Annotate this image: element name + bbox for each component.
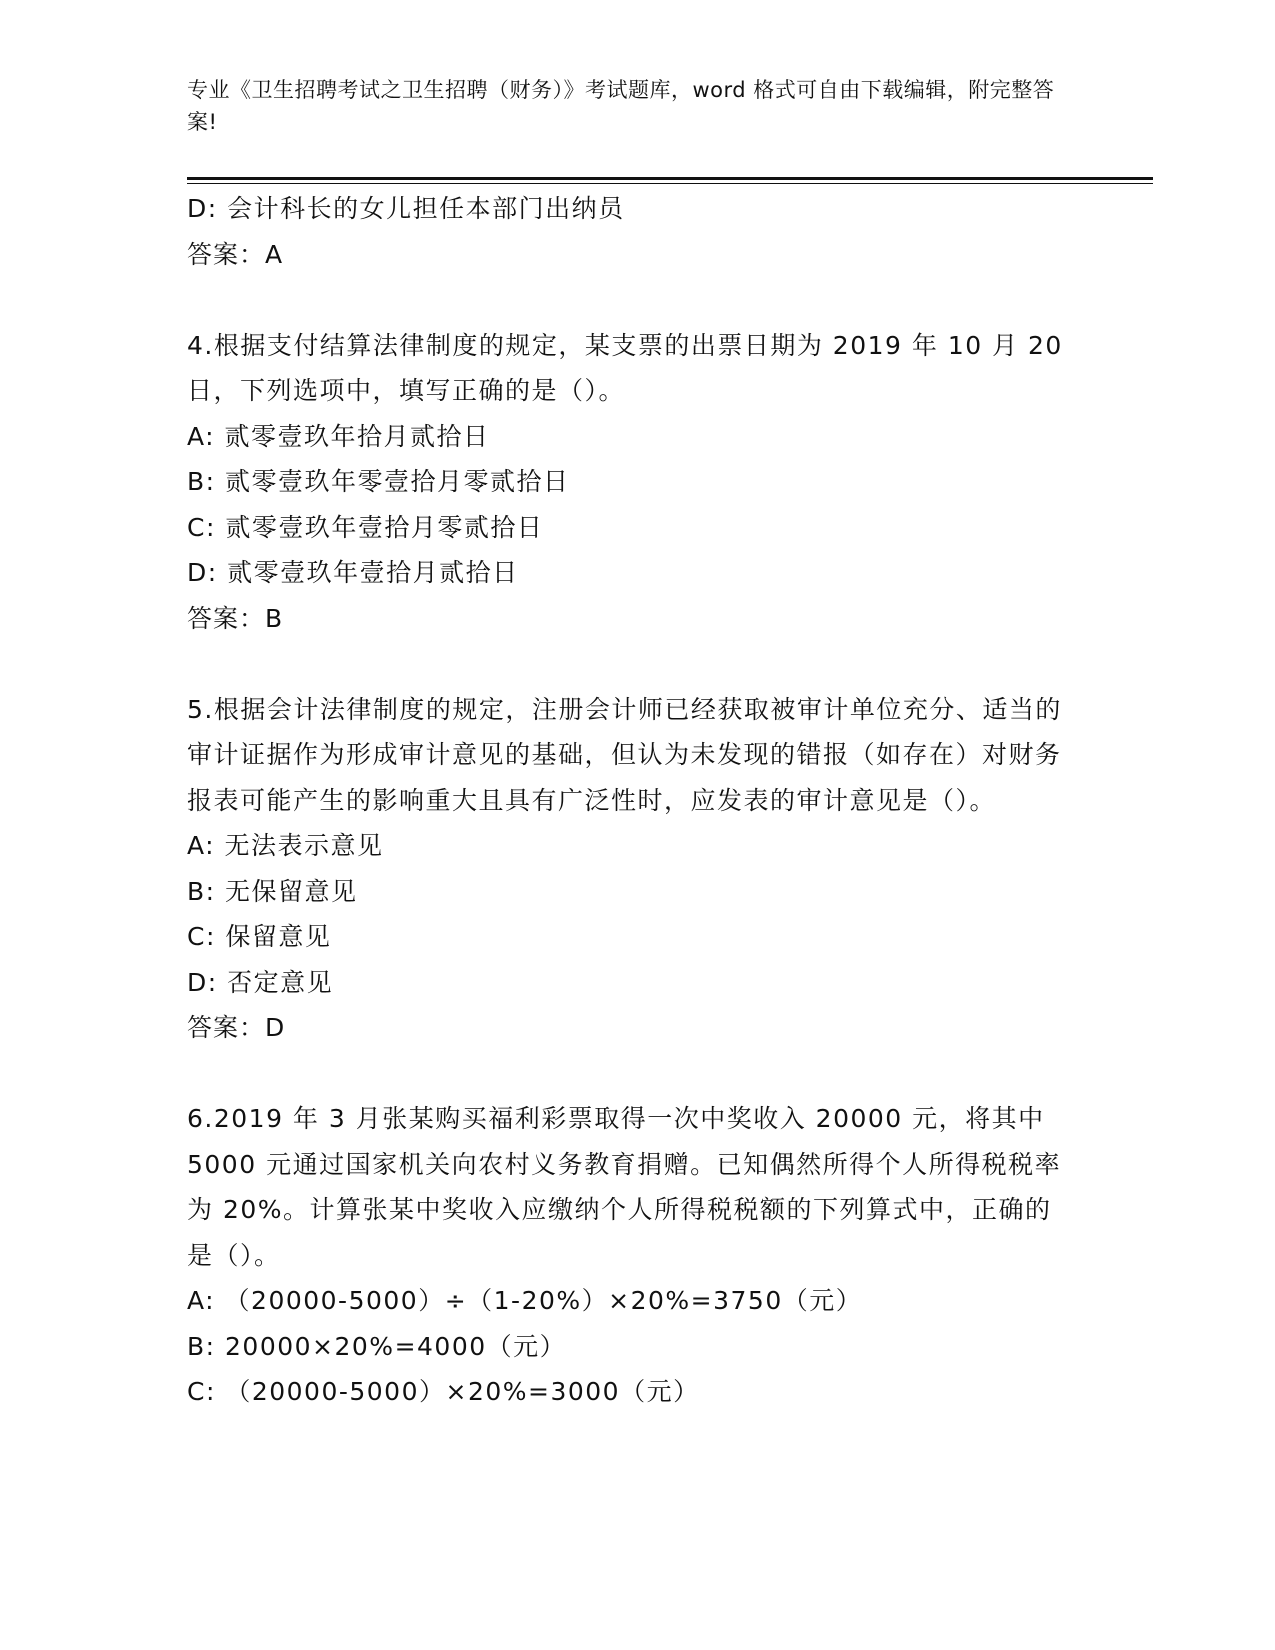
spacer [187,1051,1067,1097]
q5-stem: 5.根据会计法律制度的规定，注册会计师已经获取被审计单位充分、适当的审计证据作为形成审计意见的基础，但认为未发现的错报（如存在）对财务报表可能产生的影响重大且具有广泛性时，应发表的审计意见是（）。 [187,694,1062,815]
question-content [187,186,1067,1415]
q5-option-c: C: 保留意见 [187,922,332,951]
q4-answer: 答案：B [187,603,284,633]
q4-option-d: D: 贰零壹玖年壹拾月贰拾日 [187,558,519,587]
q5-option-a: A: 无法表示意见 [187,831,384,860]
q6-option-c: C: （20000-5000）×20%=3000（元） [187,1377,700,1406]
prev-answer: 答案：A [187,239,284,269]
q5-answer: 答案：D [187,1013,286,1042]
prev-option-d: D: 会计科长的女儿担任本部门出纳员 [187,194,625,223]
q4-option-a: A: 贰零壹玖年拾月贰拾日 [187,421,490,451]
q4-option-b: B: 贰零壹玖年零壹拾月零贰拾日 [187,467,570,496]
spacer [187,277,1067,323]
q6-option-a: A: （20000-5000）÷（1-20%）×20%=3750（元） [187,1286,863,1315]
q4-option-c: C: 贰零壹玖年壹拾月零贰拾日 [187,512,544,542]
q6-option-b: B: 20000×20%=4000（元） [187,1331,567,1361]
q5-option-d: D: 否定意见 [187,967,334,997]
document-header: 专业《卫生招聘考试之卫生招聘（财务）》考试题库，word 格式可自由下载编辑，附完整答案! [187,78,1055,134]
header-rule-thick [187,177,1153,180]
spacer [187,641,1067,687]
q4-stem: 4.根据支付结算法律制度的规定，某支票的出票日期为 2019 年 10 月 20 日，下列选项中，填写正确的是（）。 [187,330,1063,405]
q6-stem: 6.2019 年 3 月张某购买福利彩票取得一次中奖收入 20000 元，将其中 5000 元通过国家机关向农村义务教育捐赠。已知偶然所得个人所得税税率为 20%。计算张某中奖收入应缴纳个人所得税税额的下列算式中，正确的是（）。 [187,1104,1062,1270]
q5-option-b: B: 无保留意见 [187,876,358,906]
header-rule-thin [187,183,1153,184]
